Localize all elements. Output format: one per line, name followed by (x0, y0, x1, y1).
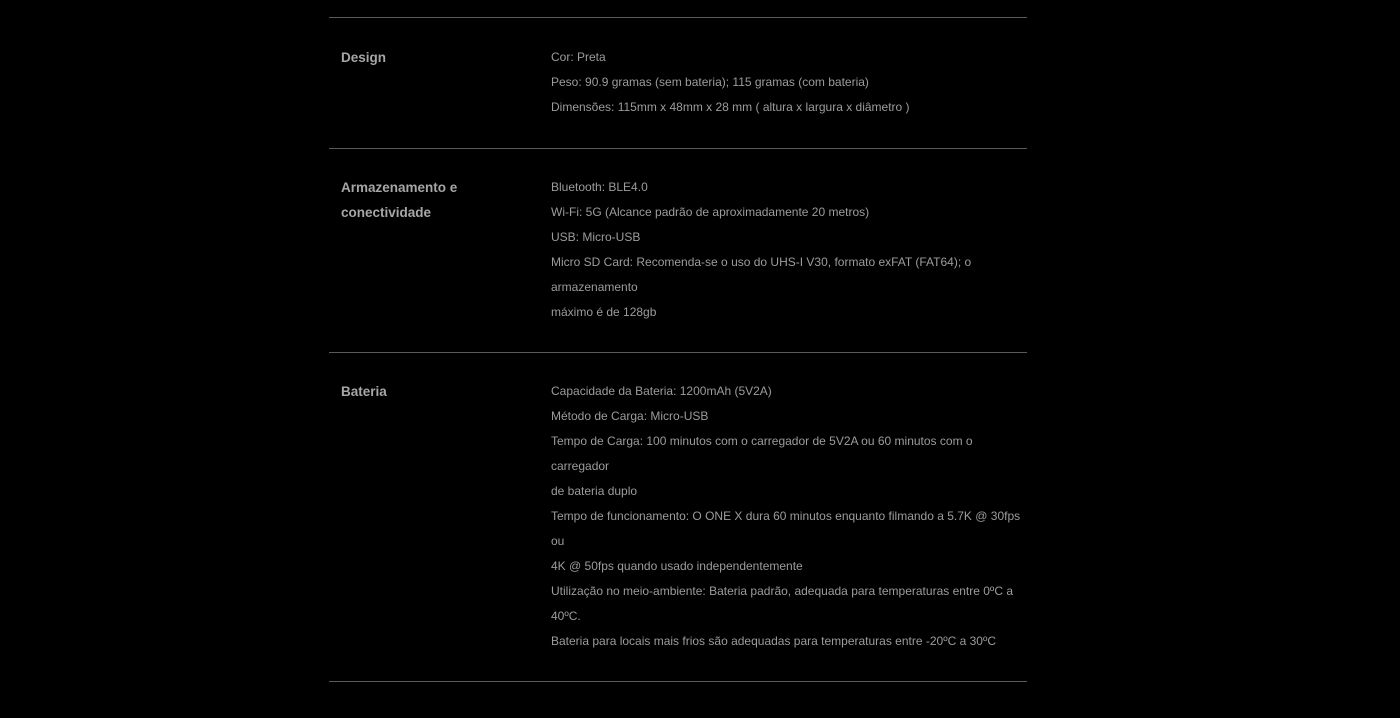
spec-line: Cor: Preta (551, 50, 606, 64)
section-title-storage: Armazenamento e conectividade (341, 180, 458, 220)
specs-table (329, 17, 1027, 682)
spec-line: Dimensões: 115mm x 48mm x 28 mm ( altura x largura x diâmetro ) (551, 100, 910, 114)
spec-line: máximo é de 128gb (551, 305, 657, 319)
spec-line: Método de Carga: Micro-USB (551, 409, 709, 423)
section-title-battery: Bateria (341, 384, 387, 399)
spec-line: de bateria duplo (551, 484, 638, 498)
spec-line: Wi-Fi: 5G (Alcance padrão de aproximadamente 20 metros) (551, 205, 870, 219)
spec-line: Utilização no meio-ambiente: Bateria padrão, adequada para temperaturas entre 0ºC a 40ºC. (551, 584, 1013, 623)
spec-line: Tempo de funcionamento: O ONE X dura 60 minutos enquanto filmando a 5.7K @ 30fps ou (551, 509, 1021, 548)
spec-line: 4K @ 50fps quando usado independentemente (551, 559, 803, 573)
spec-line: Bateria para locais mais frios são adequadas para temperaturas entre -20ºC a 30ºC (551, 634, 997, 648)
spec-section-storage (329, 149, 1027, 352)
spec-section-design (329, 18, 1027, 148)
section-items-storage (551, 175, 1027, 325)
spec-line: USB: Micro-USB (551, 230, 641, 244)
section-items-battery (551, 379, 1027, 654)
section-items-design (551, 45, 1027, 120)
spec-line: Micro SD Card: Recomenda-se o uso do UHS-I V30, formato exFAT (FAT64); o armazenamento (551, 255, 972, 294)
spec-line: Capacidade da Bateria: 1200mAh (5V2A) (551, 384, 772, 398)
divider (329, 681, 1027, 682)
section-title-design: Design (341, 50, 387, 65)
spec-line: Peso: 90.9 gramas (sem bateria); 115 gramas (com bateria) (551, 75, 869, 89)
spec-line: Bluetooth: BLE4.0 (551, 180, 648, 194)
spec-section-battery (329, 353, 1027, 681)
spec-line: Tempo de Carga: 100 minutos com o carregador de 5V2A ou 60 minutos com o carregador (551, 434, 973, 473)
